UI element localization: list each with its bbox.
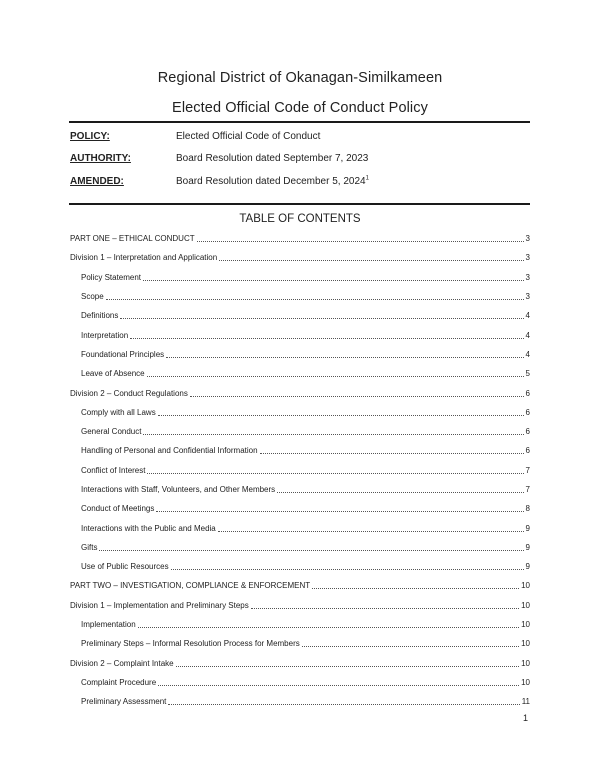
toc-entry-label: PART TWO – INVESTIGATION, COMPLIANCE & ENFORCEMENT xyxy=(70,581,311,591)
toc-dot-leader xyxy=(251,608,519,609)
toc-entry-page: 10 xyxy=(521,658,530,668)
toc-entry[interactable] xyxy=(70,345,530,364)
meta-label: AUTHORITY: xyxy=(70,153,131,164)
toc-entry-page: 3 xyxy=(525,292,530,302)
toc-dot-leader xyxy=(156,511,523,512)
toc-entry[interactable] xyxy=(70,325,530,344)
toc-dot-leader xyxy=(147,473,523,474)
toc-dot-leader xyxy=(260,453,524,454)
toc-dot-leader xyxy=(190,396,524,397)
toc-entry[interactable] xyxy=(70,461,530,480)
toc-dot-leader xyxy=(158,685,519,686)
toc-entry[interactable] xyxy=(70,287,530,306)
toc-entry-page: 3 xyxy=(525,272,530,282)
toc-entry[interactable] xyxy=(70,499,530,518)
toc-dot-leader xyxy=(99,550,523,551)
meta-value: Board Resolution dated September 7, 2023 xyxy=(176,153,369,164)
toc-entry-label: Gifts xyxy=(81,542,98,552)
toc-dot-leader xyxy=(147,376,524,377)
toc-dot-leader xyxy=(219,260,523,261)
toc-entry-label: Interactions with the Public and Media xyxy=(81,523,216,533)
toc-entry-page: 10 xyxy=(521,639,530,649)
toc-entry-page: 3 xyxy=(525,253,530,263)
toc-entry-label: Interpretation xyxy=(81,330,129,340)
toc-entry-label: Complaint Procedure xyxy=(81,677,157,687)
footnote-ref[interactable]: 1 xyxy=(365,175,369,182)
toc-dot-leader xyxy=(312,588,519,589)
toc-dot-leader xyxy=(302,646,519,647)
toc-entry-label: Implementation xyxy=(81,620,136,630)
toc-dot-leader xyxy=(166,357,523,358)
toc-dot-leader xyxy=(158,415,524,416)
top-divider xyxy=(69,121,530,123)
toc-entry-label: Policy Statement xyxy=(81,272,142,282)
toc-entry[interactable] xyxy=(70,403,530,422)
toc-entry[interactable] xyxy=(70,268,530,287)
toc-dot-leader xyxy=(218,531,524,532)
toc-entry-label: Division 2 – Conduct Regulations xyxy=(70,388,188,398)
toc-entry-page: 6 xyxy=(525,427,530,437)
toc-entry-page: 4 xyxy=(525,349,530,359)
toc-heading: TABLE OF CONTENTS xyxy=(239,213,361,225)
toc-entry-page: 10 xyxy=(521,600,530,610)
toc-entry-page: 7 xyxy=(525,465,530,475)
meta-label: AMENDED: xyxy=(70,176,124,187)
page-number: 1 xyxy=(523,713,529,723)
meta-label: POLICY: xyxy=(70,131,110,142)
toc-entry[interactable] xyxy=(70,383,530,402)
toc-dot-leader xyxy=(171,569,524,570)
toc-entry-page: 5 xyxy=(525,369,530,379)
toc-entry-label: Comply with all Laws xyxy=(81,407,156,417)
toc-dot-leader xyxy=(143,434,523,435)
toc-entry-page: 3 xyxy=(525,234,530,244)
toc-dot-leader xyxy=(138,627,519,628)
toc-entry[interactable] xyxy=(70,557,530,576)
toc-dot-leader xyxy=(106,299,524,300)
toc-entry-page: 9 xyxy=(525,562,530,572)
toc-entry-label: Handling of Personal and Confidential Information xyxy=(81,446,258,456)
toc-entry[interactable] xyxy=(70,248,530,267)
toc-entry-page: 10 xyxy=(521,677,530,687)
toc-dot-leader xyxy=(197,241,524,242)
toc-entry-page: 9 xyxy=(525,523,530,533)
toc-entry-label: Preliminary Assessment xyxy=(81,697,167,707)
toc-entry-page: 10 xyxy=(521,581,530,591)
bottom-divider xyxy=(69,203,530,205)
policy-title: Elected Official Code of Conduct Policy xyxy=(172,100,428,116)
meta-value xyxy=(176,176,369,187)
meta-value-text: Board Resolution dated December 5, 2024 xyxy=(176,176,366,187)
toc-entry-label: Division 1 – Implementation and Preliminary Steps xyxy=(70,600,249,610)
toc-entry[interactable] xyxy=(70,518,530,537)
table-of-contents xyxy=(70,229,530,711)
toc-entry-page: 6 xyxy=(525,407,530,417)
toc-entry-label: Foundational Principles xyxy=(81,349,165,359)
toc-dot-leader xyxy=(277,492,523,493)
toc-entry-label: PART ONE – ETHICAL CONDUCT xyxy=(70,234,195,244)
toc-entry[interactable] xyxy=(70,596,530,615)
toc-entry[interactable] xyxy=(70,634,530,653)
toc-entry[interactable] xyxy=(70,229,530,248)
toc-entry-label: Conduct of Meetings xyxy=(81,504,155,514)
toc-entry[interactable] xyxy=(70,480,530,499)
toc-entry-page: 6 xyxy=(525,446,530,456)
toc-dot-leader xyxy=(168,704,519,705)
toc-dot-leader xyxy=(130,338,523,339)
toc-entry-label: Definitions xyxy=(81,311,119,321)
toc-entry-label: Division 1 – Interpretation and Application xyxy=(70,253,218,263)
toc-entry-label: Conflict of Interest xyxy=(81,465,146,475)
toc-dot-leader xyxy=(120,318,523,319)
toc-entry[interactable] xyxy=(70,441,530,460)
toc-entry-label: Use of Public Resources xyxy=(81,562,169,572)
toc-entry-page: 9 xyxy=(525,542,530,552)
toc-entry-page: 11 xyxy=(521,697,530,707)
toc-entry[interactable] xyxy=(70,692,530,711)
toc-entry-page: 10 xyxy=(521,620,530,630)
meta-authority xyxy=(70,153,530,167)
toc-entry-page: 7 xyxy=(525,485,530,494)
toc-entry-label: Scope xyxy=(81,292,104,302)
toc-entry[interactable] xyxy=(70,673,530,692)
meta-policy xyxy=(70,131,530,145)
toc-entry[interactable] xyxy=(70,615,530,634)
toc-dot-leader xyxy=(176,666,519,667)
toc-entry[interactable] xyxy=(70,364,530,383)
toc-entry-label: Interactions with Staff, Volunteers, and Other Members xyxy=(81,485,276,494)
meta-value: Elected Official Code of Conduct xyxy=(176,131,321,142)
organization-title: Regional District of Okanagan-Similkameen xyxy=(157,70,443,86)
toc-entry-label: Leave of Absence xyxy=(81,369,145,379)
toc-entry[interactable] xyxy=(70,306,530,325)
toc-dot-leader xyxy=(143,280,524,281)
toc-entry[interactable] xyxy=(70,654,530,673)
toc-entry-label: Division 2 – Complaint Intake xyxy=(70,658,174,668)
toc-entry-page: 8 xyxy=(525,504,530,514)
toc-entry[interactable] xyxy=(70,422,530,441)
toc-entry[interactable] xyxy=(70,538,530,557)
toc-entry-page: 6 xyxy=(525,388,530,398)
toc-entry-label: General Conduct xyxy=(81,427,142,437)
toc-entry-page: 4 xyxy=(525,330,530,340)
toc-entry-label: Preliminary Steps – Informal Resolution Process for Members xyxy=(81,639,300,649)
toc-entry[interactable] xyxy=(70,576,530,595)
toc-entry-page: 4 xyxy=(525,311,530,321)
meta-amended xyxy=(70,176,530,190)
